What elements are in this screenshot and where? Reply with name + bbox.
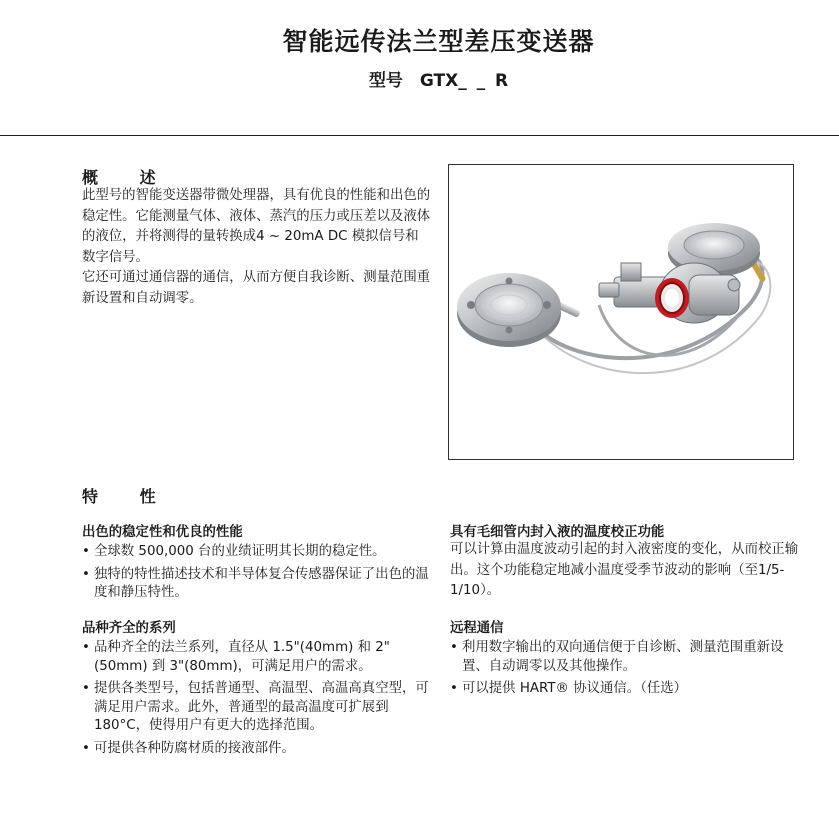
page-title: 智能远传法兰型差压变送器 [282, 27, 595, 56]
header-divider [0, 135, 839, 136]
list-item: • 可提供各种防腐材质的接液部件。 [82, 740, 432, 759]
temperature-correction-text: 可以计算由温度波动引起的封入液密度的变化，从而校正输出。这个功能稳定地减小温度受季节波动的影响（至1/5-1/10）。 [450, 542, 799, 598]
transmitter-illustration [449, 165, 793, 459]
overview-paragraph-1: 此型号的智能变送器带微处理器，具有优良的性能和出色的稳定性。它能测量气体、液体、蒸汽的压力或压差以及液体的液位，并将测得的量转换成4 ~ 20mA DC 模拟信号和数字信号。 [82, 188, 431, 265]
list-item: • 可以提供 HART® 协议通信。（任选） [450, 680, 800, 699]
feature-list-communication [450, 639, 800, 703]
feature-section-title: 远程通信 [450, 621, 504, 636]
overview-heading: 概 述 [82, 168, 174, 187]
feature-section-title: 具有毛细管内封入液的温度校正功能 [450, 525, 665, 540]
list-item: • 品种齐全的法兰系列，直径从 1.5"(40mm) 和 2"(50mm) 到 3"(80mm)，可满足用户的需求。 [82, 639, 432, 676]
product-photo [448, 164, 794, 460]
overview-text [82, 186, 432, 309]
feature-list-series [82, 639, 432, 762]
list-item: • 提供各类型号，包括普通型、高温型、高温高真空型，可满足用户需求。此外，普通型的最高温度可扩展到 180°C，使得用户有更大的选择范围。 [82, 680, 432, 736]
features-heading: 特 性 [82, 487, 174, 506]
model-number: 型号 GTX_ _ R [368, 71, 509, 91]
list-item: • 独特的特性描述技术和半导体复合传感器保证了出色的温度和静压特性。 [82, 566, 432, 603]
feature-section-title: 出色的稳定性和优良的性能 [82, 525, 243, 540]
feature-section-title: 品种齐全的系列 [82, 621, 176, 636]
list-item: • 全球数 500,000 台的业绩证明其长期的稳定性。 [82, 543, 432, 562]
feature-list-stability [82, 543, 432, 607]
overview-paragraph-2: 它还可通过通信器的通信，从而方便自我诊断、测量范围重新设置和自动调零。 [82, 270, 431, 306]
list-item: • 利用数字输出的双向通信便于自诊断、测量范围重新设置、自动调零以及其他操作。 [450, 639, 800, 676]
